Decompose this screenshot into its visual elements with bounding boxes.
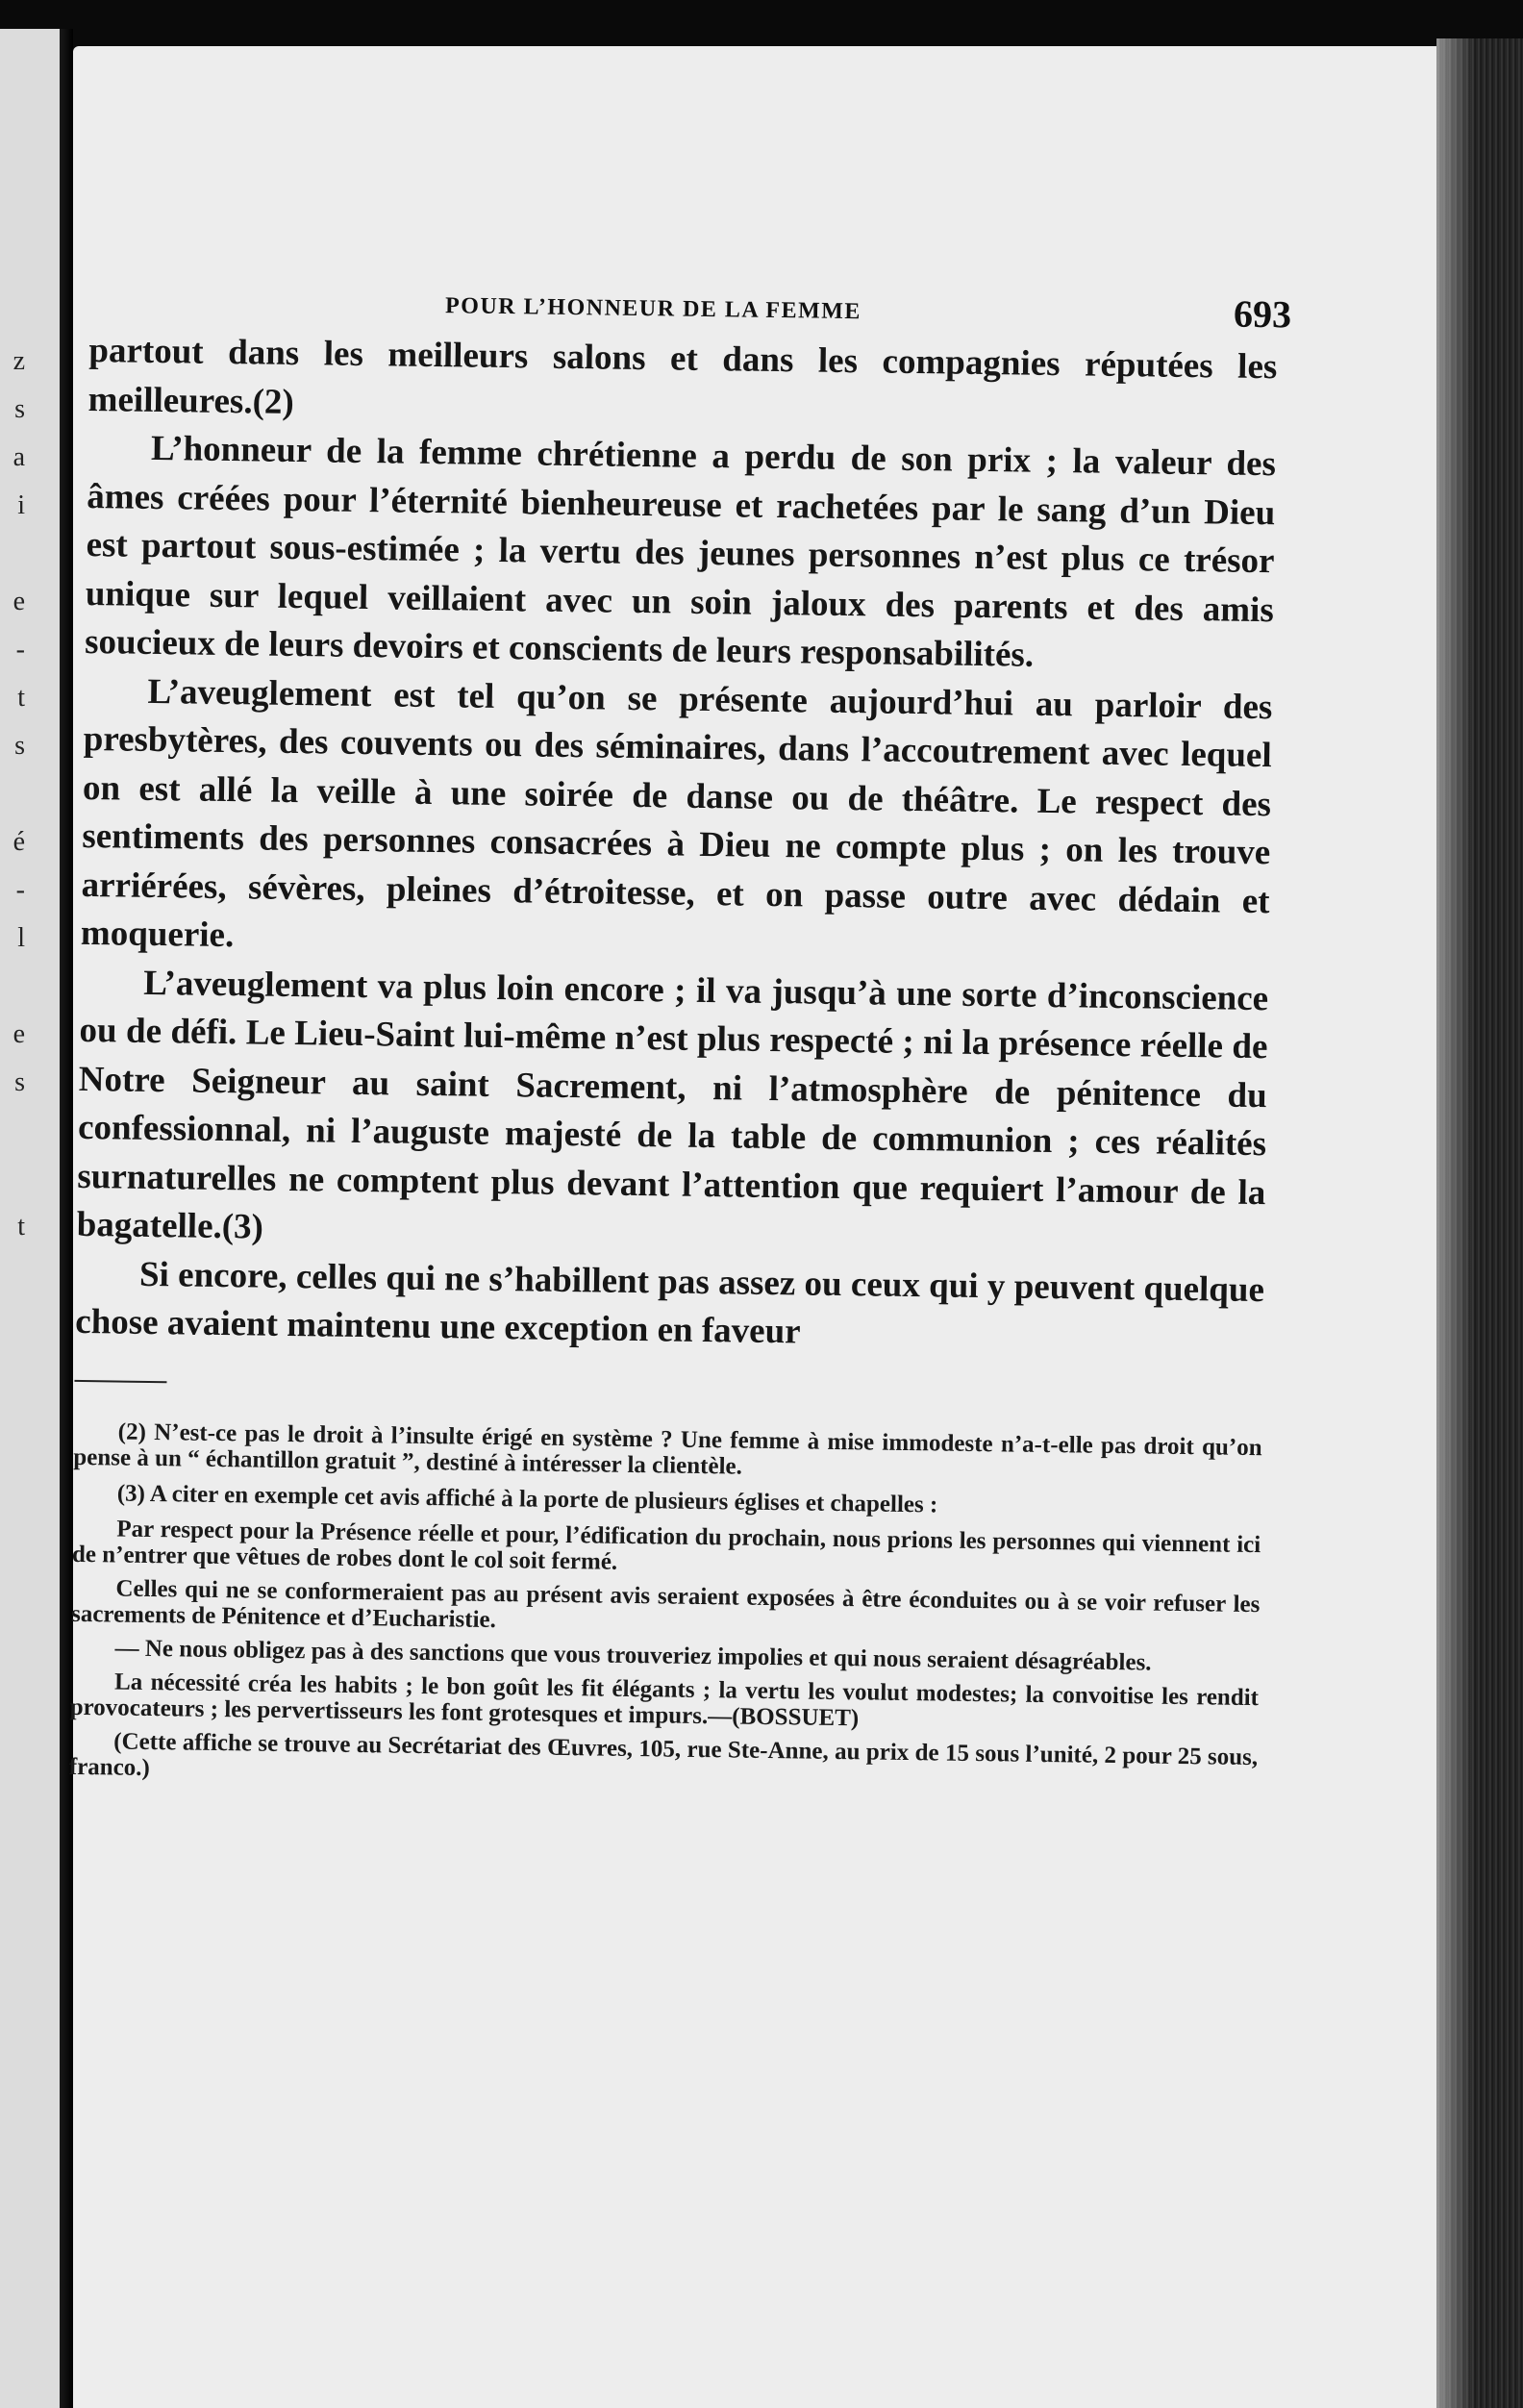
paragraph: partout dans les meilleurs salons et dans les compagnies réputées les meilleures.(2) [87, 330, 1278, 422]
prev-letter [0, 779, 29, 827]
page-stack-edges [1436, 38, 1523, 2408]
footnote: (Cette affiche se trouve au Secrétariat des Œuvres, 105, rue Ste-Anne, au prix de 15 sous l’unité, 2 pour 25 sous, franco.) [68, 1727, 1259, 1781]
prev-letter: a [12, 442, 25, 472]
prev-letter: s [14, 394, 25, 424]
prev-letter: e [12, 1019, 25, 1049]
footnote-quote: — Ne nous obligez pas à des sanctions que vous trouveriez impolies et qui nous seraient désagréables. [114, 1635, 1152, 1676]
page-number: 693 [1233, 291, 1292, 337]
prev-letter: é [12, 827, 25, 857]
prev-letter [0, 1164, 29, 1212]
paragraph: Si encore, celles qui ne s’habillent pas assez ou ceux qui y peuvent quelque chose avaient maintenu une exception en faveur [75, 1254, 1265, 1352]
footnote: (2) N’est-ce pas le droit à l’insulte érigé en système ? Une femme à mise immodeste n’a-t-elle pas droit qu’on pense à un “ échantillon gratuit ”, destiné à intéresser la clientèle. [73, 1418, 1262, 1480]
footnote-quote: La nécessité créa les habits ; le bon goût les fit élégants ; la vertu les voulut modestes; la convoitise les rendit provocateurs ; les pervertisseurs les font grotesques et impurs.—(BOSSUET) [69, 1668, 1260, 1731]
prev-letter: - [15, 635, 25, 665]
prev-letter: l [17, 923, 25, 953]
prev-letter: s [14, 1067, 25, 1097]
footnote-quote: Celles qui ne se conformeraient pas au présent avis seraient exposées à être éconduites ou à se voir refuser les sacrements de Pénitence et d’Eucharistie. [70, 1575, 1261, 1633]
prev-letter: - [15, 875, 25, 905]
prev-letter [0, 1116, 29, 1164]
prev-letter: i [17, 490, 25, 520]
footnote: (3) A citer en exemple cet avis affiché à la porte de plusieurs églises et chapelles : [116, 1480, 938, 1518]
prev-letter: e [12, 587, 25, 616]
book-gutter [60, 29, 73, 2408]
footnote-separator [74, 1379, 166, 1382]
prev-letter: t [17, 1212, 25, 1242]
prev-letter: s [14, 731, 25, 761]
paragraph: L’honneur de la femme chrétienne a perdu de son prix ; la valeur des âmes créées pour l’éternité bienheureuse et rachetées par le sang d’un Dieu est partout sous-estimée ; la vertu des jeunes personnes n’est plus ce trésor unique sur lequel veillaient avec un soin jaloux des parents et des amis soucieux de leurs devoirs et conscients de leurs responsabilités. [84, 428, 1277, 675]
prev-letter [0, 539, 29, 587]
previous-page-line-endings [0, 346, 29, 1260]
previous-page-edge [0, 29, 60, 2408]
page-content [68, 242, 1292, 1806]
footnote-quote: Par respect pour la Présence réelle et pour, l’édification du prochain, nous prions les personnes qui viennent ici de n’entrer que vêtues de robes dont le col soit fermé. [71, 1516, 1261, 1575]
paragraph: L’aveuglement va plus loin encore ; il va jusqu’à une sorte d’inconscience ou de défi. Le Lieu-Saint lui-même n’est plus respecté ; ni la présence réelle de Notre Seigneur au saint Sacrement, ni l’atmosphère de pénitence du confessionnal, ni l’auguste majesté de la table de communion ; ces réalités surnaturelles ne comptent plus devant l’attention que requiert l’amour de la bagatelle.(3) [76, 963, 1269, 1247]
prev-letter: t [17, 683, 25, 713]
paragraph: L’aveuglement est tel qu’on se présente aujourd’hui au parloir des presbytères, des couvents ou des séminaires, dans l’accoutrement avec lequel on est allé la veille à une soirée de danse ou de théâtre. Le respect des sentiments des personnes consacrées à Dieu ne compte plus ; on les trouve arriérées, sévères, pleines d’étroitesse, et on passe outre avec dédain et moquerie. [80, 671, 1273, 956]
running-head: POUR L’HONNEUR DE LA FEMME [444, 293, 862, 325]
body-text [75, 327, 1278, 1364]
prev-letter [0, 971, 29, 1019]
footnotes [69, 1417, 1262, 1795]
prev-letter: z [12, 346, 25, 376]
